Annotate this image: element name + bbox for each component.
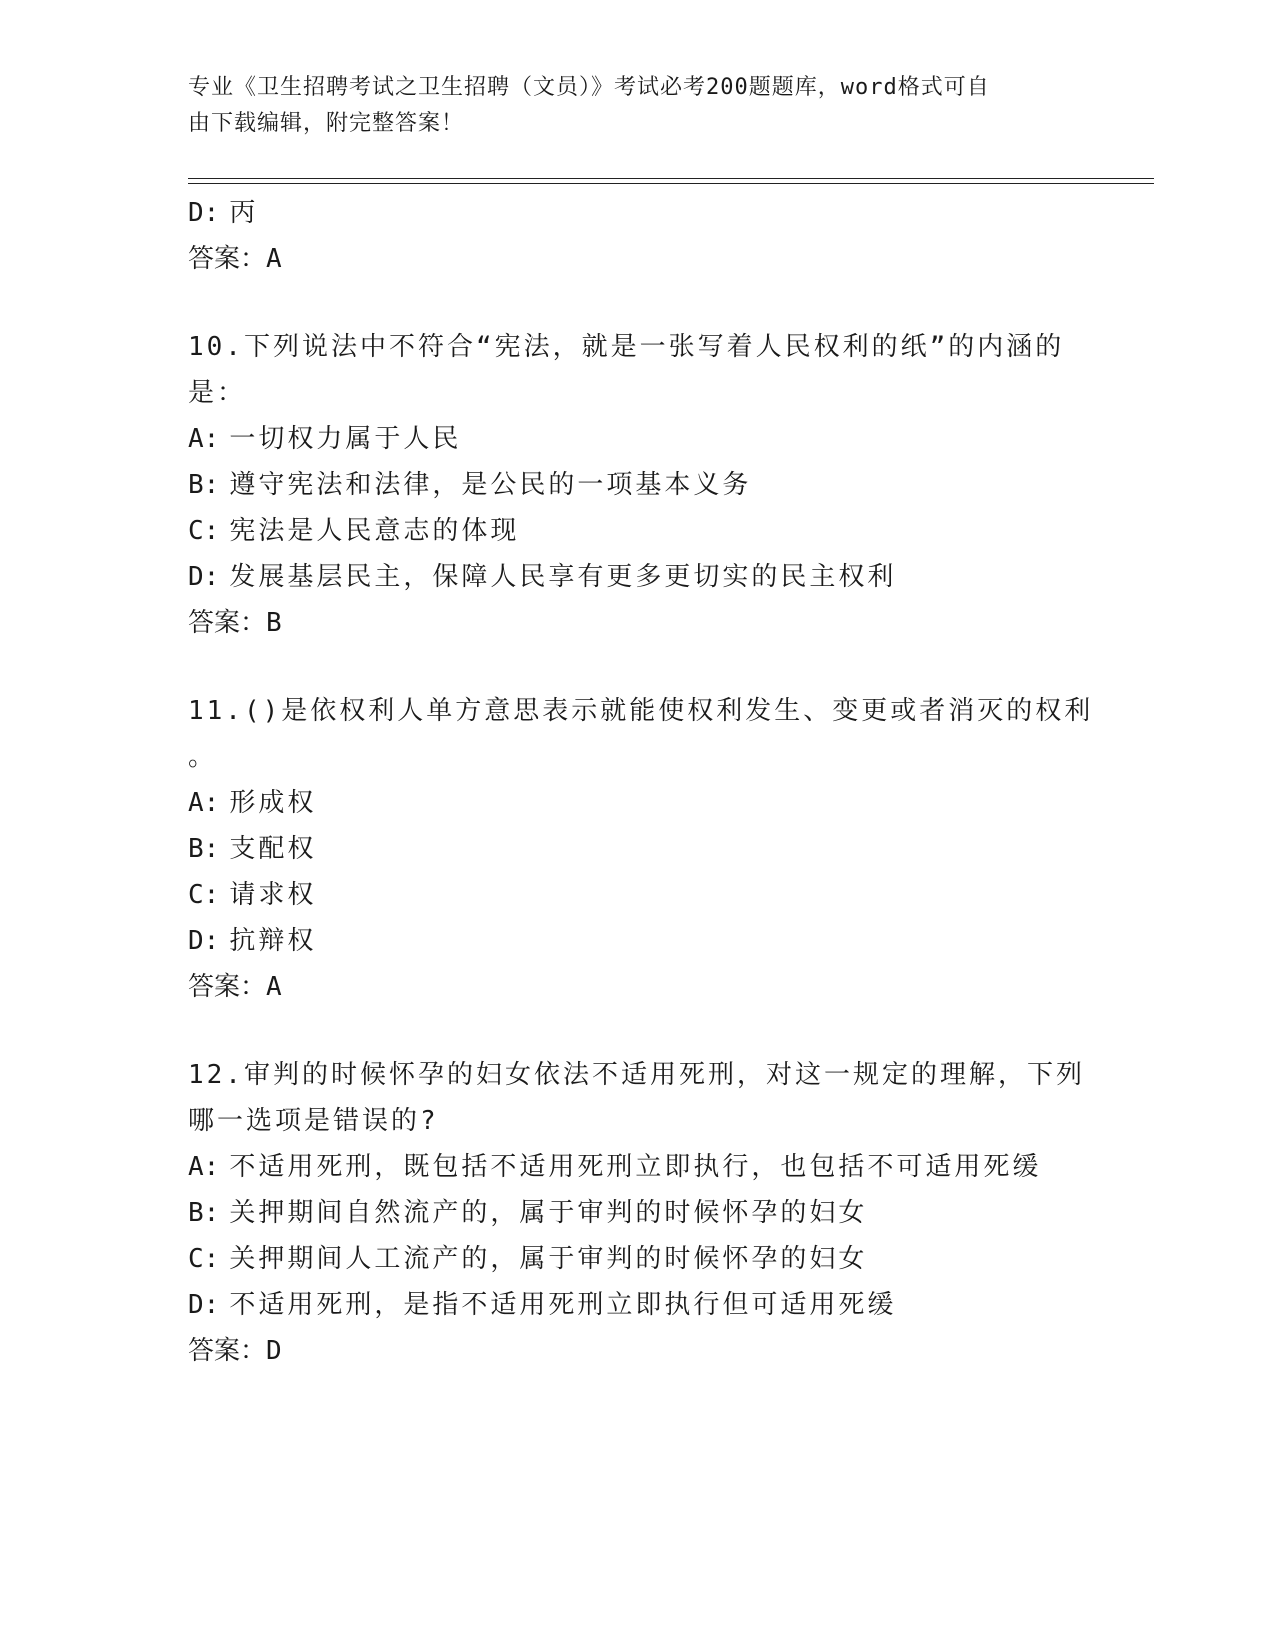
answer-value: A — [266, 244, 283, 274]
option-text: 形成权 — [229, 788, 317, 818]
option-text: 一切权力属于人民 — [229, 424, 462, 454]
option-a — [188, 416, 1088, 462]
option-letter: B: — [188, 1198, 220, 1228]
option-b — [188, 1190, 1088, 1236]
option-d — [188, 918, 1088, 964]
option-text: 发展基层民主，保障人民享有更多更切实的民主权利 — [229, 562, 897, 592]
answer-value: A — [266, 972, 283, 1002]
option-letter: C: — [188, 516, 220, 546]
question-11 — [188, 688, 1094, 1010]
question-12 — [188, 1052, 1088, 1374]
question-stem — [188, 688, 1094, 780]
option-letter: C: — [188, 880, 220, 910]
answer-line — [188, 1328, 1088, 1374]
option-d — [188, 190, 1088, 236]
answer-value: B — [266, 608, 283, 638]
question-stem — [188, 1052, 1088, 1144]
option-a — [188, 780, 1088, 826]
header-divider-bottom — [188, 183, 1154, 184]
option-letter: D: — [188, 926, 220, 956]
option-text: 丙 — [229, 198, 259, 228]
answer-label: 答案： — [188, 972, 267, 1002]
option-text: 关押期间自然流产的，属于审判的时候怀孕的妇女 — [229, 1198, 868, 1228]
option-letter: A: — [188, 1152, 220, 1182]
option-letter: D: — [188, 562, 220, 592]
option-text: 请求权 — [229, 880, 317, 910]
question-10 — [188, 324, 1088, 646]
option-c — [188, 1236, 1088, 1282]
option-d — [188, 1282, 1088, 1328]
option-letter: D: — [188, 198, 220, 228]
stem-line: 哪一选项是错误的? — [188, 1106, 439, 1136]
option-text: 抗辩权 — [229, 926, 317, 956]
option-c — [188, 508, 1088, 554]
header-divider-top — [188, 178, 1154, 179]
answer-label: 答案： — [188, 1336, 267, 1366]
option-letter: B: — [188, 470, 220, 500]
header-line-1: 专业《卫生招聘考试之卫生招聘（文员）》考试必考200题题库，word格式可自 — [188, 75, 990, 100]
option-text: 不适用死刑，既包括不适用死刑立即执行，也包括不可适用死缓 — [229, 1152, 1042, 1182]
stem-line: 12.审判的时候怀孕的妇女依法不适用死刑，对这一规定的理解，下列 — [188, 1060, 1085, 1090]
document-header — [188, 70, 1068, 142]
option-letter: D: — [188, 1290, 220, 1320]
option-c — [188, 872, 1088, 918]
answer-label: 答案： — [188, 244, 267, 274]
option-text: 关押期间人工流产的，属于审判的时候怀孕的妇女 — [229, 1244, 868, 1274]
option-text: 不适用死刑，是指不适用死刑立即执行但可适用死缓 — [229, 1290, 897, 1320]
question-content — [188, 190, 1094, 1374]
carryover-block — [188, 190, 1088, 282]
answer-line — [188, 964, 1088, 1010]
option-b — [188, 826, 1088, 872]
stem-line: 是： — [188, 378, 247, 408]
header-line-2: 由下载编辑，附完整答案！ — [188, 111, 465, 136]
answer-line — [188, 600, 1088, 646]
answer-value: D — [266, 1336, 283, 1366]
stem-line: 10.下列说法中不符合“宪法，就是一张写着人民权利的纸”的内涵的 — [188, 332, 1065, 362]
stem-line: 。 — [188, 742, 218, 772]
stem-line: 11.()是依权利人单方意思表示就能使权利发生、变更或者消灭的权利 — [188, 696, 1094, 726]
option-letter: B: — [188, 834, 220, 864]
answer-label: 答案： — [188, 608, 267, 638]
answer-line — [188, 236, 1088, 282]
option-a — [188, 1144, 1088, 1190]
option-letter: A: — [188, 788, 220, 818]
option-d — [188, 554, 1088, 600]
option-text: 宪法是人民意志的体现 — [229, 516, 520, 546]
option-text: 支配权 — [229, 834, 317, 864]
option-b — [188, 462, 1088, 508]
option-letter: A: — [188, 424, 220, 454]
option-text: 遵守宪法和法律，是公民的一项基本义务 — [229, 470, 752, 500]
option-letter: C: — [188, 1244, 220, 1274]
question-stem — [188, 324, 1088, 416]
